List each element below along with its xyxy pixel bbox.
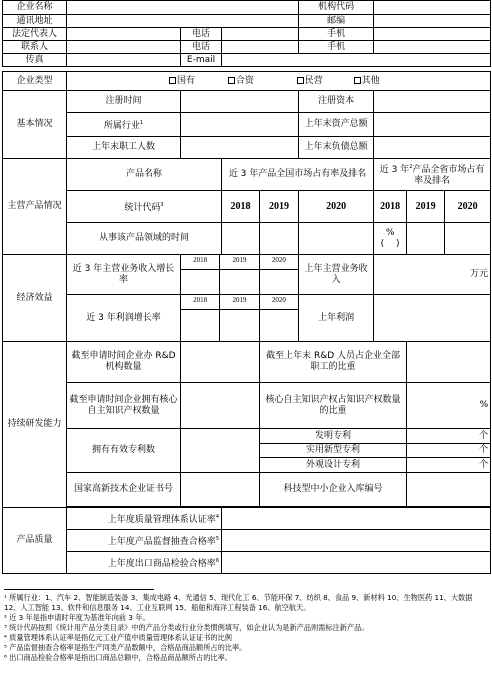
share-value[interactable] [407,223,445,255]
field-time-value[interactable] [222,223,260,255]
revenue-years [181,255,299,295]
patents-field[interactable] [181,429,260,473]
product-name-label: 产品名称 [67,159,222,191]
fax-label: 传真 [3,54,67,67]
last-revenue-label: 上年主营业务收入 [299,255,374,295]
checkbox-icon[interactable] [354,77,361,84]
total-liab-label: 上年末负债总额 [299,137,374,159]
year-label: 2019 [260,191,299,223]
reg-time-label: 注册时间 [67,91,181,113]
fax-field[interactable] [67,54,181,67]
rd-count-field[interactable] [181,342,260,383]
org-code-label: 机构代码 [299,1,374,15]
footnote: ⁶ 出口商品检验合格率是指出口商品总额中，合格品商品额所占的比率。 [4,653,232,662]
ip-count-field[interactable] [181,383,260,429]
total-assets-field[interactable] [374,113,491,137]
type-option-jv[interactable]: 合资 [228,76,254,86]
footnotes [4,589,488,663]
reg-capital-label: 注册资本 [299,91,374,113]
year-label: 2020 [445,191,491,223]
last-profit-label: 上年利润 [299,295,374,342]
type-option-other[interactable]: 其他 [354,76,380,86]
legal-rep-field[interactable] [67,28,181,41]
rd-section: 持续研发能力 [3,342,67,508]
province-share-label: 近 3 年$^2$产品全省市场占有率及排名 [374,159,491,191]
ip-count-label: 截至申请时间企业拥有核心自主知识产权数量 [67,383,181,429]
cert-rate-label: 上年度质量管理体系认证率$^4$ [67,508,222,530]
postcode-field[interactable] [374,15,491,28]
growth-value[interactable] [219,270,258,294]
contact-phone-label: 电话 [181,41,222,54]
type-options [67,72,491,91]
year-label: 2019 [407,191,445,223]
year-label: 2019 [219,295,258,309]
basic-info-section: 基本情况 [3,91,67,159]
growth-value[interactable] [259,310,298,341]
sme-field[interactable] [407,473,491,507]
year-label: 2018 [193,296,208,304]
growth-value[interactable] [181,310,219,341]
share-value[interactable]: % ( ) [374,223,407,255]
year-label: 2020 [259,255,298,269]
type-label: 企业类型 [3,72,67,91]
field-time-label: 从事该产品领域的时间 [67,223,222,255]
contact-mobile-field[interactable] [374,41,491,54]
sme-label: 科技型中小企业入库编号 [260,473,407,507]
checkbox-icon[interactable] [169,77,176,84]
employees-field[interactable] [181,137,299,159]
email-field[interactable] [222,54,491,67]
growth-value[interactable] [259,270,298,294]
industry-label: 所属行业$^1$ [67,113,181,137]
phone-label: 电话 [181,28,222,41]
type-option-private[interactable]: 民营 [297,76,323,86]
year-label: 2020 [259,295,298,309]
share-value[interactable] [445,223,491,255]
ip-ratio-field[interactable]: % [407,383,491,429]
export-field[interactable] [222,552,491,574]
address-field[interactable] [67,15,299,28]
hitech-field[interactable] [181,473,260,507]
year-label: 2018 [193,256,208,264]
profit-years [181,295,299,342]
invention-field[interactable]: 个 [407,429,491,444]
footnote: ¹ 所属行业：1、汽车 2、智能制造装备 3、集成电路 4、光通信 5、现代化工 6、节能环保 7、纺织 8、食品 9、新材料 10、生物医药 11、大数据 12、人工智能 13、软件和信息服务 14、工业互联网 15、船舶和海洋工程装备 16、航空航天。 [4,593,473,612]
design-field[interactable]: 个 [407,458,491,473]
national-share-label: 近 3 年产品全国市场占有率及排名 [222,159,374,191]
cert-rate-field[interactable] [222,508,491,530]
footnote: ² 近 3 年是指申请时年度为基准年向前 3 年。 [4,613,150,622]
postcode-label: 邮编 [299,15,374,28]
patents-label: 拥有有效专利数 [67,429,181,473]
employees-label: 上年末职工人数 [67,137,181,159]
ip-ratio-label: 核心自主知识产权占知识产权数量的比重 [260,383,407,429]
stat-code-label: 统计代码$^3$ [67,191,222,223]
mobile-label: 手机 [299,28,374,41]
rd-staff-field[interactable] [407,342,491,383]
supervision-field[interactable] [222,530,491,552]
application-form [2,0,491,574]
checkbox-icon[interactable] [297,77,304,84]
design-label: 外观设计专利 [260,458,407,473]
hitech-label: 国家高新技术企业证书号 [67,473,181,507]
mobile-field[interactable] [374,28,491,41]
type-option-state[interactable]: 国有 [169,76,195,86]
industry-field[interactable] [181,113,299,137]
supervision-label: 上年度产品监督抽查合格率$^5$ [67,530,222,552]
last-profit-field[interactable] [374,295,491,342]
footnote: ³ 统计代码按照《统计用产品分类目录》中的产品分类或行业分类惯例填写，如企业认为是新产品则需标注新产品。 [4,623,369,632]
contact-mobile-label: 手机 [299,41,374,54]
address-label: 通讯地址 [3,15,67,28]
year-label: 2019 [219,255,258,269]
revenue-growth-label: 近 3 年主营业务收入增长率 [67,255,181,295]
last-revenue-field[interactable]: 万元 [374,255,491,295]
economic-section: 经济效益 [3,255,67,342]
reg-capital-field[interactable] [374,91,491,113]
org-code-field[interactable] [374,1,491,15]
phone-field[interactable] [222,28,299,41]
total-liab-field[interactable] [374,137,491,159]
field-time-value[interactable] [299,223,374,255]
footnote-divider [4,589,154,590]
org-name-field[interactable] [67,1,299,15]
total-assets-label: 上年末资产总额 [299,113,374,137]
utility-label: 实用新型专利 [260,444,407,458]
rd-count-label: 截至申请时间企业办 R&D 机构数量 [67,342,181,383]
products-section: 主营产品情况 [3,159,67,255]
footnote: ⁴ 质量管理体系认证率是指亿元工业产值中质量管理体系认证证书的比例 [4,633,232,642]
growth-value[interactable] [219,310,258,341]
growth-value[interactable] [181,270,219,294]
contact-phone-field[interactable] [222,41,299,54]
year-label: 2018 [222,191,260,223]
export-label: 上年度出口商品检验合格率$^6$ [67,552,222,574]
utility-field[interactable]: 个 [407,444,491,458]
legal-rep-label: 法定代表人 [3,28,67,41]
year-label: 2020 [299,191,374,223]
footnote: ⁵ 产品监督抽查合格率是指生产同类产品数额中，合格品商品额所占的比率。 [4,643,247,652]
invention-label: 发明专利 [260,429,407,444]
reg-time-field[interactable] [181,91,299,113]
profit-growth-label: 近 3 年利润增长率 [67,295,181,342]
org-name-label: 企业名称 [3,1,67,15]
year-label: 2018 [374,191,407,223]
rd-staff-label: 截至上年末 R&D 人员占企业全部职工的比重 [260,342,407,383]
contact-field[interactable] [67,41,181,54]
checkbox-icon[interactable] [228,77,235,84]
field-time-value[interactable] [260,223,299,255]
email-label: E-mail [181,54,222,67]
quality-section: 产品质量 [3,508,67,574]
contact-label: 联系人 [3,41,67,54]
